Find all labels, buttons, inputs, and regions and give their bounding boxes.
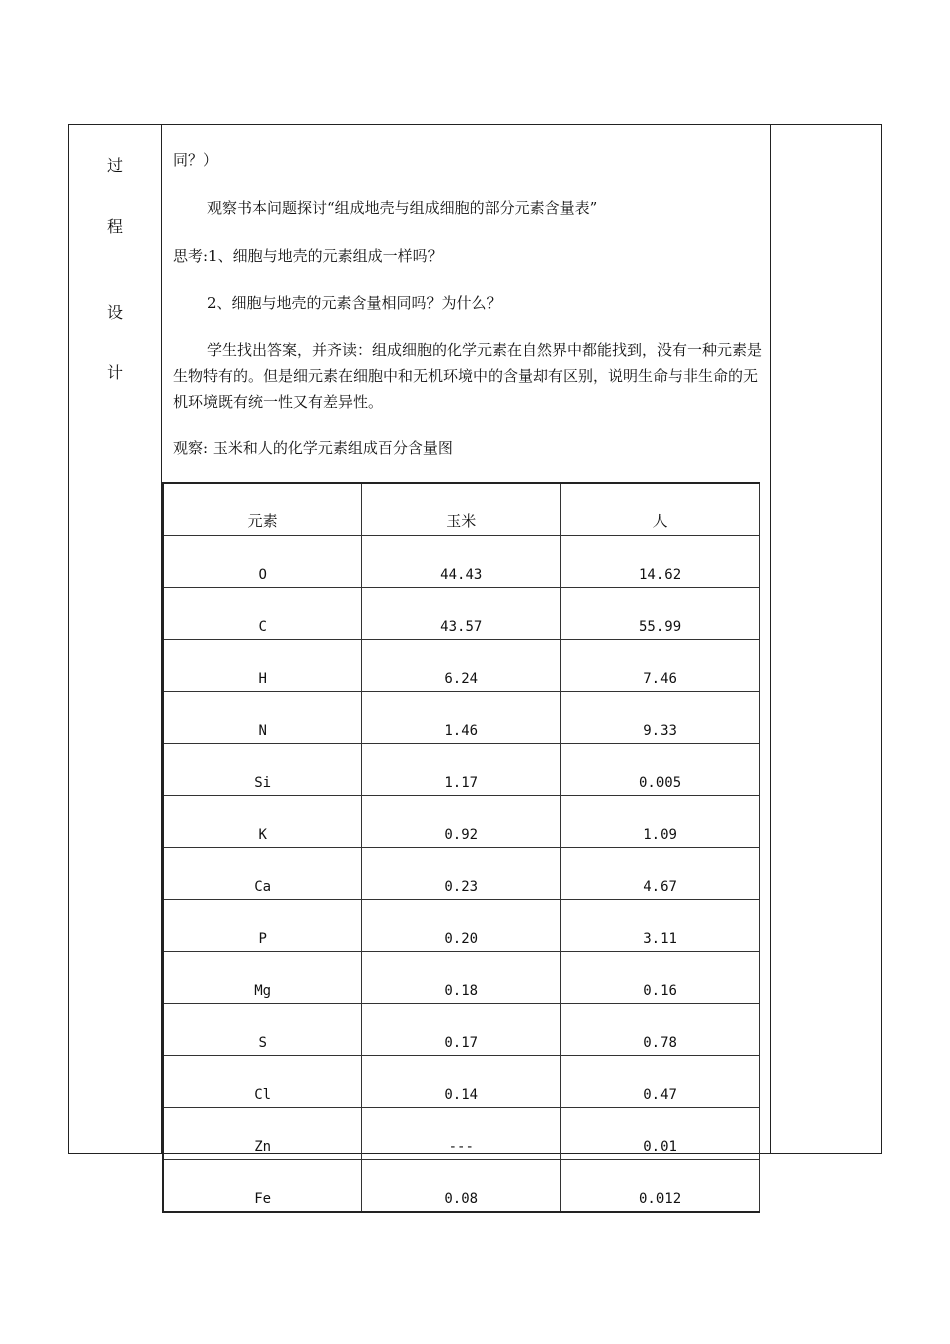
element-cell: Cl (163, 1056, 362, 1108)
paragraph-think-1: 思考:1、细胞与地壳的元素组成一样吗？ (173, 247, 443, 265)
table-row (163, 536, 760, 588)
human-value-cell: 0.78 (561, 1004, 760, 1056)
corn-value-cell: 0.18 (362, 952, 561, 1004)
corn-value-cell: 0.23 (362, 848, 561, 900)
paragraph-observe-book: 观察书本问题探讨“组成地壳与组成细胞的部分元素含量表” (207, 199, 598, 217)
corn-value-cell: 0.14 (362, 1056, 561, 1108)
paragraph-continuation: 同？） (173, 151, 219, 169)
element-cell: N (163, 692, 362, 744)
element-cell: P (163, 900, 362, 952)
human-value-cell: 0.012 (561, 1160, 760, 1213)
human-value-cell: 0.01 (561, 1108, 760, 1160)
paragraph-think-2: 2、细胞与地壳的元素含量相同吗？为什么？ (207, 294, 502, 312)
corn-value-cell: 0.08 (362, 1160, 561, 1213)
header-element: 元素 (163, 483, 362, 536)
corn-value-cell: 44.43 (362, 536, 561, 588)
header-human: 人 (561, 483, 760, 536)
side-label-char-4: 计 (106, 363, 123, 382)
table-row (163, 640, 760, 692)
human-value-cell: 0.47 (561, 1056, 760, 1108)
human-value-cell: 14.62 (561, 536, 760, 588)
human-value-cell: 0.005 (561, 744, 760, 796)
paragraph-student-answer: 学生找出答案，并齐读：组成细胞的化学元素在自然界中都能找到，没有一种元素是生物特有的。但是细元素在细胞中和无机环境中的含量却有区别，说明生命与非生命的无机环境既有统一性又有差异性。 (173, 341, 763, 411)
human-value-cell: 4.67 (561, 848, 760, 900)
table-row (163, 1160, 760, 1213)
side-label-char-1: 过 (106, 156, 123, 175)
corn-value-cell: 0.20 (362, 900, 561, 952)
table-row (163, 1004, 760, 1056)
human-value-cell: 7.46 (561, 640, 760, 692)
corn-value-cell: 0.92 (362, 796, 561, 848)
element-cell: Mg (163, 952, 362, 1004)
header-corn: 玉米 (362, 483, 561, 536)
side-label-char-2: 程 (106, 217, 123, 236)
human-value-cell: 1.09 (561, 796, 760, 848)
table-row (163, 796, 760, 848)
table-header-row (163, 483, 760, 536)
element-cell: K (163, 796, 362, 848)
table-row (163, 848, 760, 900)
table-row (163, 1108, 760, 1160)
corn-value-cell: 1.17 (362, 744, 561, 796)
lesson-plan-frame (68, 124, 882, 1207)
corn-value-cell: 43.57 (362, 588, 561, 640)
human-value-cell: 9.33 (561, 692, 760, 744)
side-label-char-3: 设 (106, 303, 123, 322)
element-cell: Ca (163, 848, 362, 900)
corn-value-cell: 1.46 (362, 692, 561, 744)
table-row (163, 952, 760, 1004)
element-cell: Si (163, 744, 362, 796)
corn-value-cell: 0.17 (362, 1004, 561, 1056)
human-value-cell: 0.16 (561, 952, 760, 1004)
table-row (163, 692, 760, 744)
human-value-cell: 3.11 (561, 900, 760, 952)
table-row (163, 588, 760, 640)
element-cell: S (163, 1004, 362, 1056)
table-row (163, 1056, 760, 1108)
corn-value-cell: 6.24 (362, 640, 561, 692)
element-cell: Zn (163, 1108, 362, 1160)
corn-value-cell: --- (362, 1108, 561, 1160)
element-cell: C (163, 588, 362, 640)
human-value-cell: 55.99 (561, 588, 760, 640)
element-cell: Fe (163, 1160, 362, 1213)
element-cell: O (163, 536, 362, 588)
table-row (163, 900, 760, 952)
table-row (163, 744, 760, 796)
column-divider-right (770, 125, 771, 1153)
paragraph-observe-chart: 观察: 玉米和人的化学元素组成百分含量图 (173, 439, 453, 457)
element-cell: H (163, 640, 362, 692)
element-content-table (162, 482, 760, 1213)
